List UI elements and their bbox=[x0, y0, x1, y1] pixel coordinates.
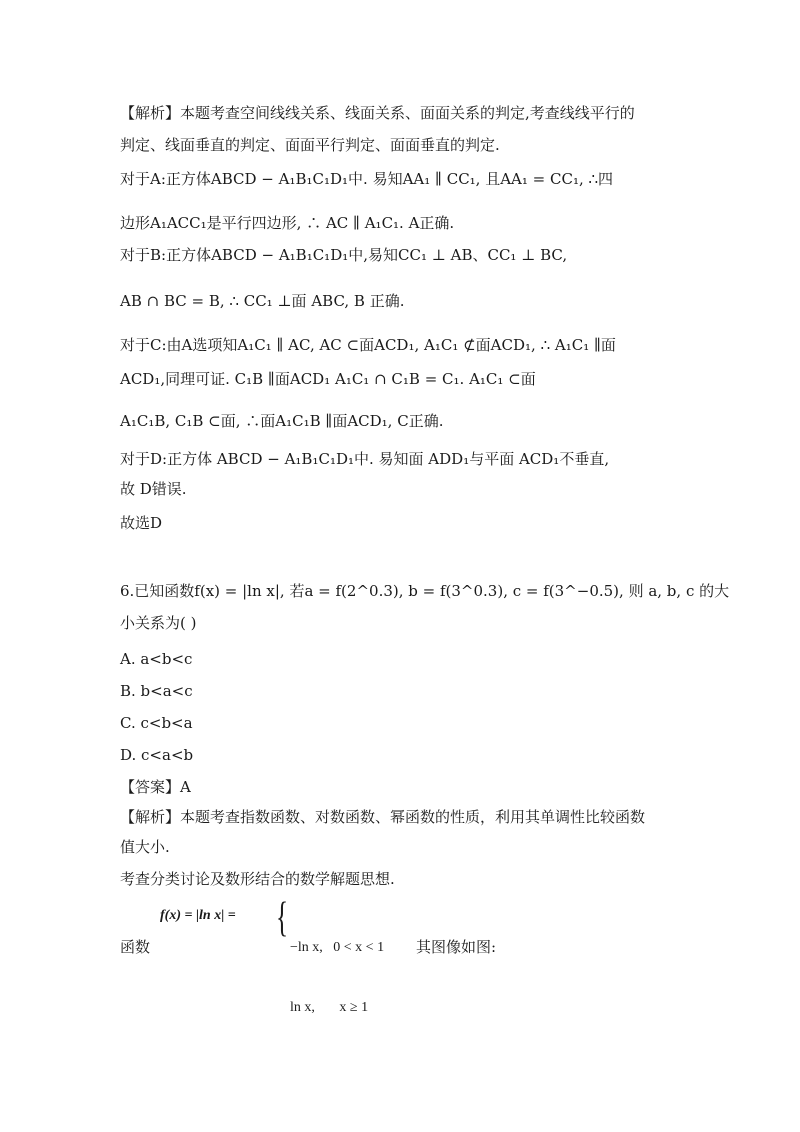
formula-left: f(x) = |ln x| = bbox=[160, 908, 236, 923]
text-line: 其图像如图: bbox=[416, 938, 497, 956]
text-line: 【解析】本题考查空间线线关系、线面关系、面面关系的判定,考查线线平行的 bbox=[120, 104, 635, 122]
formula-case-2: ln x, x ≥ 1 bbox=[290, 1000, 369, 1015]
option-b: B. b<a<c bbox=[120, 682, 193, 700]
text-line: 【解析】本题考查指数函数、对数函数、幂函数的性质，利用其单调性比较函数 bbox=[120, 808, 646, 826]
option-c: C. c<b<a bbox=[120, 714, 193, 732]
formula-cases bbox=[290, 898, 384, 1058]
text-line: 考查分类讨论及数形结合的数学解题思想. bbox=[120, 870, 395, 888]
question-stem: 小关系为( ) bbox=[120, 614, 197, 632]
text-line: 边形A₁ACC₁是平行四边形, ∴ AC ∥ A₁C₁. A正确. bbox=[120, 214, 455, 232]
text-line: A₁C₁B, C₁B ⊂面, ∴面A₁C₁B ∥面ACD₁, C正确. bbox=[120, 412, 444, 430]
formula-case-1: −ln x, 0 < x < 1 bbox=[290, 940, 385, 955]
text-line: AB ∩ BC = B, ∴ CC₁ ⊥面 ABC, B 正确. bbox=[120, 292, 405, 310]
text-line: 判定、线面垂直的判定、面面平行判定、面面垂直的判定. bbox=[120, 136, 500, 154]
text-line: 值大小. bbox=[120, 838, 170, 856]
text-line: 对于C:由A选项知A₁C₁ ∥ AC, AC ⊂面ACD₁, A₁C₁ ⊄面ACD₁, ∴ A₁C₁ ∥面 bbox=[120, 336, 616, 354]
text-line: 函数 bbox=[120, 938, 151, 956]
text-line: 故选D bbox=[120, 514, 163, 532]
text-line: 对于B:正方体ABCD − A₁B₁C₁D₁中,易知CC₁ ⊥ AB、CC₁ ⊥ BC, bbox=[120, 246, 568, 264]
brace: { bbox=[276, 895, 289, 941]
option-a: A. a<b<c bbox=[120, 650, 193, 668]
answer: 【答案】A bbox=[120, 778, 191, 796]
text-line: ACD₁,同理可证. C₁B ∥面ACD₁ A₁C₁ ∩ C₁B = C₁. A₁C₁ ⊂面 bbox=[120, 370, 536, 388]
text-line: 对于A:正方体ABCD − A₁B₁C₁D₁中. 易知AA₁ ∥ CC₁, 且AA₁ = CC₁, ∴四 bbox=[120, 170, 614, 188]
text-line: 对于D:正方体 ABCD − A₁B₁C₁D₁中. 易知面 ADD₁与平面 ACD₁不垂直, bbox=[120, 450, 610, 468]
text-line: 故 D错误. bbox=[120, 480, 187, 498]
question-stem: 6.已知函数f(x) = |ln x|, 若a = f(2^0.3), b = f(3^0.3), c = f(3^−0.5), 则 a, b, c 的大 bbox=[120, 582, 730, 600]
option-d: D. c<a<b bbox=[120, 746, 194, 764]
